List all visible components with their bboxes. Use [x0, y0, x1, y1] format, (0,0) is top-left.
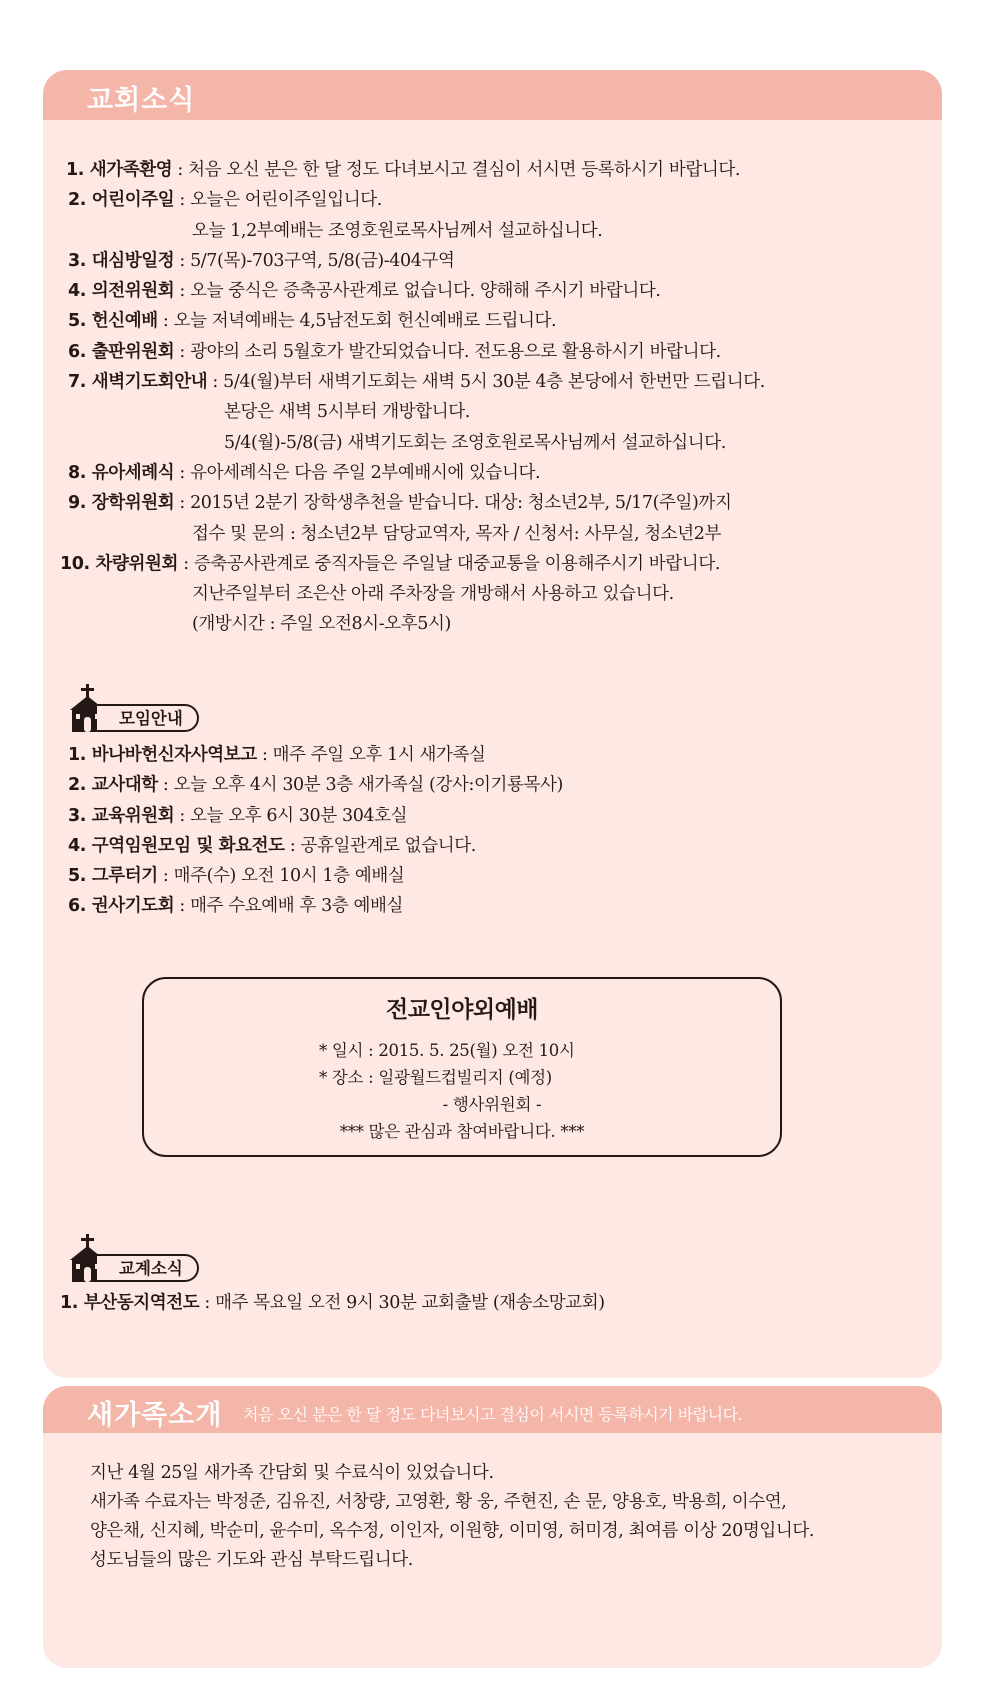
news-item-8: 8. 유아세례식 : 유아세례식은 다음 주일 2부예배시에 있습니다. [68, 462, 541, 483]
intro-line: 지난 4월 25일 새가족 간담회 및 수료식이 있었습니다. [90, 1463, 494, 1483]
news-item-7-cont [66, 428, 926, 458]
notice-place: * 장소 : 일광월드컵빌리지 (예정) [319, 1068, 552, 1087]
news-item-label: 10. 차량위원회 [60, 553, 179, 574]
news-item-text: 광야의 소리 5월호가 발간되었습니다. 전도용으로 활용하시기 바랍니다. [190, 341, 721, 362]
news-item-label: 9. 장학위원회 [68, 493, 175, 514]
news-item-text: 지난주일부터 조은산 아래 주차장을 개방해서 사용하고 있습니다. [192, 584, 674, 605]
news-item-text: 오늘은 어린이주일입니다. [190, 190, 382, 211]
meeting-item: 2. 교사대학 : 오늘 오후 4시 30분 3층 새가족실 (강사:이기룡목사) [68, 775, 563, 796]
news-item-text: 5/7(목)-703구역, 5/8(금)-404구역 [190, 250, 455, 271]
news-item-10: 10. 차량위원회 : 증축공사관계로 중직자들은 주일날 대중교통을 이용해주시기 바랍니다. [60, 553, 720, 574]
news-item-label: 6. 출판위원회 [68, 341, 175, 362]
news-item-text: (개방시간 : 주일 오전8시-오후5시) [192, 614, 451, 635]
news-item-text: 처음 오신 분은 한 달 정도 다녀보시고 결심이 서시면 등록하시기 바랍니다. [188, 160, 741, 180]
news-item-text: 오늘 중식은 증축공사관계로 없습니다. 양해해 주시기 바랍니다. [190, 281, 661, 302]
news-item-3: 3. 대심방일정 : 5/7(목)-703구역, 5/8(금)-404구역 [68, 250, 455, 271]
news-item-text: 5/4(월)부터 새벽기도회는 새벽 5시 30분 4층 본당에서 한번만 드립니다. [223, 372, 765, 393]
news-item-1: 1. 새가족환영 : 처음 오신 분은 한 달 정도 다녀보시고 결심이 서시면 등록하시기 바랍니다. [66, 160, 741, 180]
news-item-text: 오늘 1,2부예배는 조영호원로목사님께서 설교하십니다. [192, 220, 603, 241]
new-family-title: 새가족소개 [87, 1400, 223, 1431]
news-item-10-cont [66, 609, 926, 639]
church-news-header [43, 70, 942, 120]
news-item-text: 2015년 2분기 장학생추천을 받습니다. 대상: 청소년2부, 5/17(주일)까지 [190, 493, 732, 514]
news-item-7-cont [66, 397, 926, 427]
new-family-panel [43, 1386, 942, 1668]
news-item-9: 9. 장학위원회 : 2015년 2분기 장학생추천을 받습니다. 대상: 청소년2부, 5/17(주일)까지 [68, 493, 732, 514]
news-item-text: 증축공사관계로 중직자들은 주일날 대중교통을 이용해주시기 바랍니다. [193, 553, 720, 574]
news-item-text: 오늘 저녁예배는 4,5남전도회 헌신예배로 드립니다. [173, 311, 557, 332]
news-item-label: 3. 대심방일정 [68, 250, 175, 271]
church-news-list [60, 155, 926, 640]
news-item-10-cont [66, 579, 926, 609]
news-item-2-cont [66, 216, 926, 246]
news-item-label: 5. 헌신예배 [68, 311, 158, 332]
news-item-label: 8. 유아세례식 [68, 462, 175, 483]
meeting-guide-title: 모임안내 [97, 704, 199, 732]
church-news-panel [43, 70, 942, 1378]
intro-line: 성도님들의 많은 기도와 관심 부탁드립니다. [90, 1550, 413, 1570]
meeting-item: 4. 구역임원모임 및 화요전도 : 공휴일관계로 없습니다. [68, 835, 476, 856]
meeting-item: 6. 권사기도회 : 매주 수요예배 후 3층 예배실 [68, 896, 404, 917]
meeting-item: 1. 바나바헌신자사역보고 : 매주 주일 오후 1시 새가족실 [68, 745, 486, 765]
news-item-6: 6. 출판위원회 : 광야의 소리 5월호가 발간되었습니다. 전도용으로 활용하시기 바랍니다. [68, 341, 721, 362]
meeting-guide-list [68, 740, 928, 922]
news-item-5: 5. 헌신예배 : 오늘 저녁예배는 4,5남전도회 헌신예배로 드립니다. [68, 311, 557, 332]
inter-church-item: 1. 부산동지역전도 : 매주 목요일 오전 9시 30분 교회출발 (재송소망교회) [60, 1293, 605, 1313]
inter-church-list [60, 1288, 920, 1318]
news-item-label: 4. 의전위원회 [68, 281, 175, 302]
new-family-intro [90, 1459, 910, 1575]
notice-closing: *** 많은 관심과 참여바랍니다. *** [339, 1122, 585, 1141]
notice-date: * 일시 : 2015. 5. 25(월) 오전 10시 [319, 1041, 575, 1060]
news-item-text: 유아세례식은 다음 주일 2부예배시에 있습니다. [190, 462, 541, 483]
news-item-9-cont [66, 519, 926, 549]
news-item-label: 1. 새가족환영 [66, 160, 173, 180]
intro-line: 양은채, 신지혜, 박순미, 윤수미, 옥수정, 이인자, 이원향, 이미영, 허미경, 최여름 이상 20명입니다. [90, 1521, 815, 1541]
notice-host: - 행사위원회 - [442, 1095, 542, 1114]
news-item-label: 7. 새벽기도회안내 [68, 372, 208, 393]
new-family-subtitle: 처음 오신 분은 한 달 정도 다녀보시고 결심이 서시면 등록하시기 바랍니다. [243, 1405, 743, 1424]
outdoor-service-notice [142, 977, 782, 1157]
news-item-text: 본당은 새벽 5시부터 개방합니다. [224, 402, 470, 423]
inter-church-title: 교계소식 [97, 1254, 199, 1282]
meeting-item: 3. 교육위원회 : 오늘 오후 6시 30분 304호실 [68, 805, 408, 826]
notice-title: 전교인야외예배 [385, 997, 539, 1023]
news-item-text: 5/4(월)-5/8(금) 새벽기도회는 조영호원로목사님께서 설교하십니다. [224, 432, 726, 453]
new-family-header [43, 1386, 942, 1433]
news-item-text: 접수 및 문의 : 청소년2부 담당교역자, 목자 / 신청서: 사무실, 청소년2부 [192, 523, 722, 544]
news-item-2: 2. 어린이주일 : 오늘은 어린이주일입니다. [68, 190, 382, 211]
church-news-title: 교회소식 [87, 85, 196, 116]
meeting-item: 5. 그루터기 : 매주(수) 오전 10시 1층 예배실 [68, 866, 405, 887]
news-item-label: 2. 어린이주일 [68, 190, 175, 211]
intro-line: 새가족 수료자는 박정준, 김유진, 서창량, 고영환, 황 웅, 주현진, 손 문, 양용호, 박용희, 이수연, [90, 1492, 787, 1512]
news-item-4: 4. 의전위원회 : 오늘 중식은 증축공사관계로 없습니다. 양해해 주시기 바랍니다. [68, 281, 661, 302]
news-item-7: 7. 새벽기도회안내 : 5/4(월)부터 새벽기도회는 새벽 5시 30분 4층 본당에서 한번만 드립니다. [68, 372, 765, 393]
